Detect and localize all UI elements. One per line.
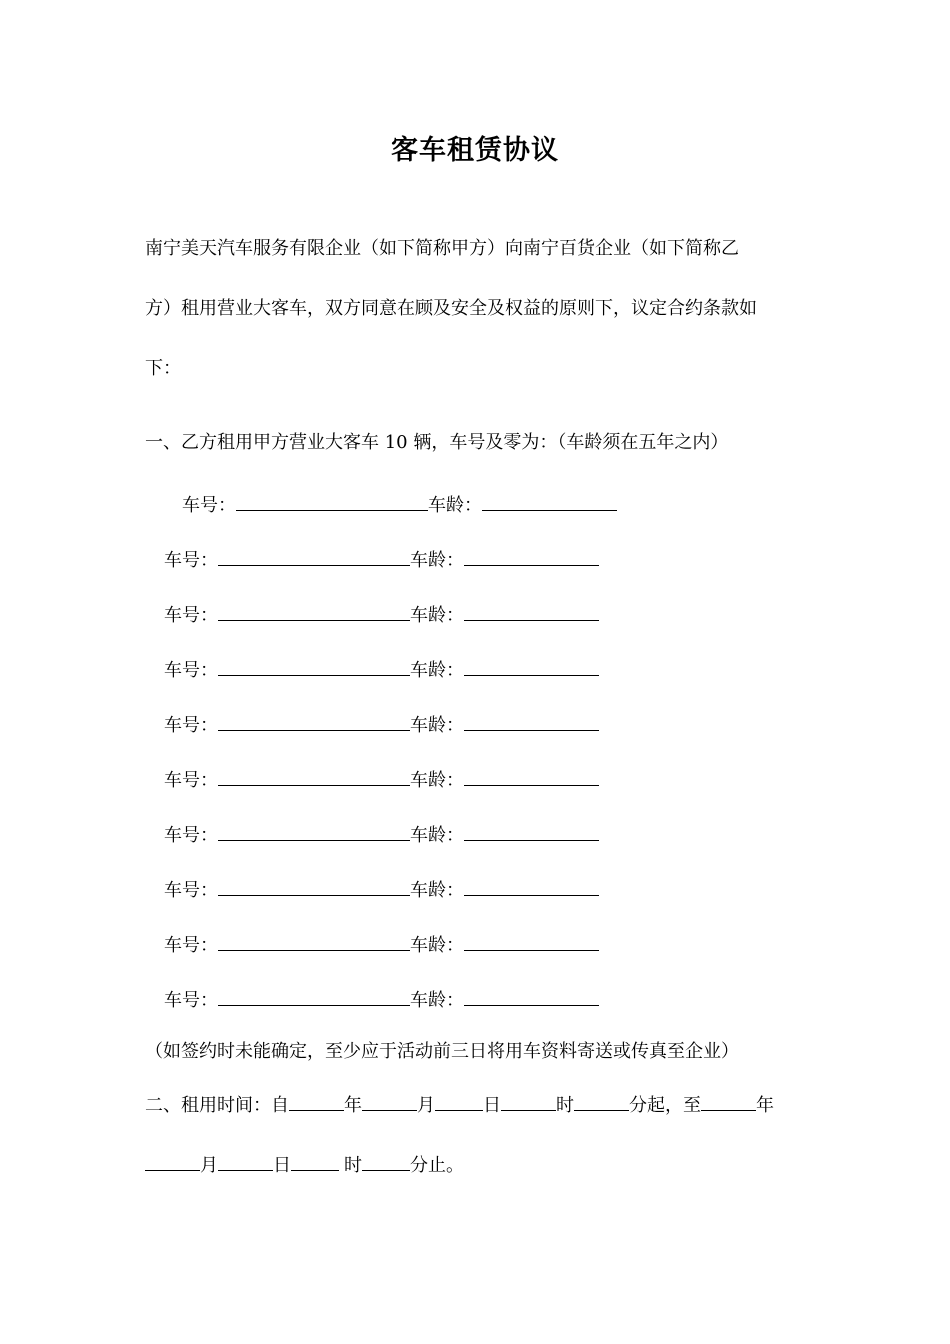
vehicle-number-blank[interactable] <box>218 932 410 951</box>
vehicle-row <box>164 767 599 793</box>
vehicle-age-label: 车龄： <box>410 770 464 791</box>
vehicle-age-label: 车龄： <box>410 935 464 956</box>
month-label: 月 <box>200 1155 218 1176</box>
end-month-blank[interactable] <box>145 1152 200 1171</box>
vehicle-number-label: 车号： <box>164 990 218 1011</box>
vehicle-age-label: 车龄： <box>410 550 464 571</box>
vehicle-age-label: 车龄： <box>410 825 464 846</box>
day-label: 日 <box>273 1155 291 1176</box>
clause-1: 一、乙方租用甲方营业大客车 10 辆，车号及零为：（车龄须在五年之内） <box>145 432 729 453</box>
vehicle-row <box>164 712 599 738</box>
vehicle-row <box>164 987 599 1013</box>
vehicle-number-label: 车号： <box>164 715 218 736</box>
clause-2-prefix: 二、租用时间：自 <box>145 1095 289 1116</box>
intro-line-2: 方）租用营业大客车，双方同意在顾及安全及权益的原则下，议定合约条款如 <box>145 298 757 319</box>
clause-2-line-1 <box>145 1092 774 1118</box>
vehicle-number-blank[interactable] <box>218 822 410 841</box>
vehicle-number-label: 车号： <box>164 880 218 901</box>
vehicle-number-blank[interactable] <box>218 767 410 786</box>
vehicle-age-blank[interactable] <box>464 547 599 566</box>
vehicle-age-blank[interactable] <box>464 822 599 841</box>
vehicle-age-blank[interactable] <box>464 602 599 621</box>
start-hour-blank[interactable] <box>501 1092 556 1111</box>
vehicle-age-blank[interactable] <box>464 712 599 731</box>
vehicle-age-label: 车龄： <box>428 495 482 516</box>
start-day-blank[interactable] <box>435 1092 483 1111</box>
vehicle-number-label: 车号： <box>164 605 218 626</box>
hour-label: 时 <box>556 1095 574 1116</box>
vehicle-number-label: 车号： <box>164 550 218 571</box>
end-day-blank[interactable] <box>218 1152 273 1171</box>
vehicle-age-blank[interactable] <box>464 987 599 1006</box>
intro-line-1: 南宁美天汽车服务有限企业（如下简称甲方）向南宁百货企业（如下简称乙 <box>145 238 739 259</box>
vehicle-row <box>164 657 599 683</box>
intro-line-3: 下： <box>145 358 181 379</box>
start-month-blank[interactable] <box>362 1092 417 1111</box>
end-hour-blank[interactable] <box>291 1152 339 1171</box>
clause-2-line-2 <box>145 1152 464 1178</box>
start-minute-blank[interactable] <box>574 1092 629 1111</box>
vehicle-row <box>164 602 599 628</box>
vehicle-number-label: 车号： <box>182 495 236 516</box>
vehicle-number-blank[interactable] <box>236 492 428 511</box>
vehicle-number-label: 车号： <box>164 770 218 791</box>
vehicle-number-blank[interactable] <box>218 712 410 731</box>
vehicle-number-label: 车号： <box>164 935 218 956</box>
vehicle-number-blank[interactable] <box>218 602 410 621</box>
vehicle-row <box>164 822 599 848</box>
vehicle-age-label: 车龄： <box>410 660 464 681</box>
vehicle-age-label: 车龄： <box>410 880 464 901</box>
vehicle-row <box>164 877 599 903</box>
vehicle-number-label: 车号： <box>164 825 218 846</box>
vehicle-number-blank[interactable] <box>218 987 410 1006</box>
end-suffix: 分止。 <box>410 1155 464 1176</box>
vehicle-row <box>164 932 599 958</box>
vehicle-age-blank[interactable] <box>464 657 599 676</box>
year-label: 年 <box>344 1095 362 1116</box>
vehicle-number-blank[interactable] <box>218 547 410 566</box>
vehicle-age-blank[interactable] <box>482 492 617 511</box>
vehicle-number-blank[interactable] <box>218 657 410 676</box>
vehicle-age-label: 车龄： <box>410 605 464 626</box>
month-label: 月 <box>417 1095 435 1116</box>
note-line: （如签约时未能确定，至少应于活动前三日将用车资料寄送或传真至企业） <box>145 1041 739 1062</box>
vehicle-number-blank[interactable] <box>218 877 410 896</box>
document-title: 客车租赁协议 <box>391 135 559 166</box>
vehicle-age-label: 车龄： <box>410 715 464 736</box>
day-label: 日 <box>483 1095 501 1116</box>
vehicle-age-blank[interactable] <box>464 877 599 896</box>
start-year-blank[interactable] <box>289 1092 344 1111</box>
vehicle-row <box>164 547 599 573</box>
start-suffix: 分起，至 <box>629 1095 701 1116</box>
vehicle-number-label: 车号： <box>164 660 218 681</box>
vehicle-age-label: 车龄： <box>410 990 464 1011</box>
hour-label: 时 <box>344 1155 362 1176</box>
year-label: 年 <box>756 1095 774 1116</box>
vehicle-age-blank[interactable] <box>464 932 599 951</box>
end-year-blank[interactable] <box>701 1092 756 1111</box>
vehicle-age-blank[interactable] <box>464 767 599 786</box>
end-minute-blank[interactable] <box>362 1152 410 1171</box>
vehicle-row <box>182 492 617 518</box>
